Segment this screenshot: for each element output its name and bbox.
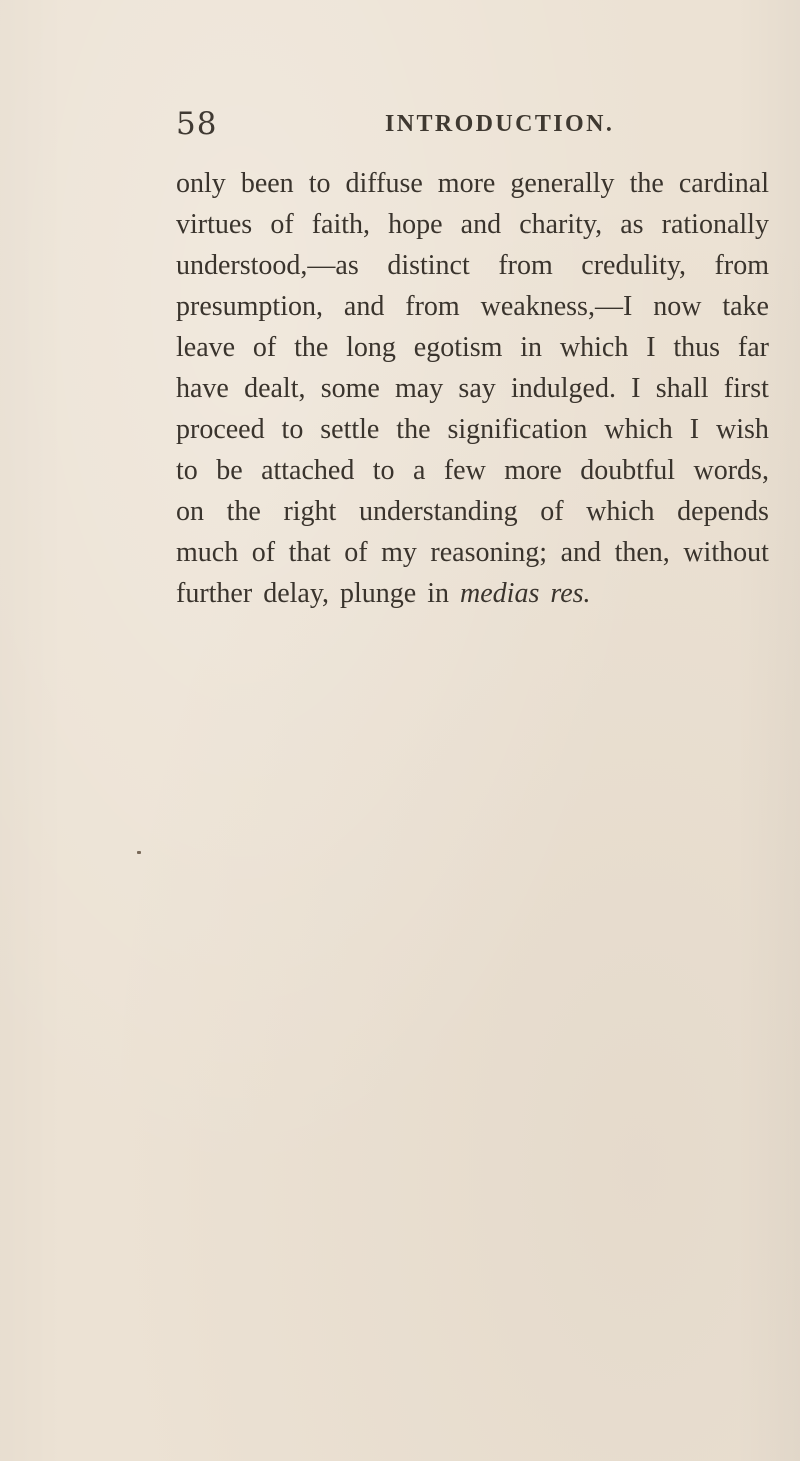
word: to	[281, 414, 304, 445]
word: attached	[261, 455, 355, 486]
page-number: 58	[176, 106, 218, 142]
word: delay,	[263, 578, 330, 609]
word: may	[395, 373, 444, 404]
word: I	[689, 414, 700, 445]
word: leave	[176, 332, 236, 363]
word: egotism	[413, 332, 503, 363]
word: more	[504, 455, 562, 486]
word: from	[498, 250, 553, 281]
word: proceed	[176, 414, 265, 445]
word: the	[396, 414, 431, 445]
word: more	[437, 168, 496, 199]
word: reasoning;	[430, 537, 548, 568]
text-line	[176, 245, 769, 286]
word: I	[631, 373, 641, 404]
word: as	[620, 209, 644, 240]
word: and	[343, 291, 385, 322]
word: the	[226, 496, 261, 527]
word: to	[176, 455, 198, 486]
text-line	[176, 286, 769, 327]
word: some	[320, 373, 380, 404]
word: rationally	[661, 209, 769, 240]
word: of	[252, 332, 277, 363]
word: dealt,	[244, 373, 306, 404]
word: wish	[716, 414, 769, 445]
word: take	[722, 291, 769, 322]
word: of	[270, 209, 294, 240]
word: on	[176, 496, 204, 527]
word: further	[176, 578, 253, 609]
word: first	[723, 373, 769, 404]
body-text	[176, 163, 769, 614]
word: now	[653, 291, 702, 322]
word: been	[240, 168, 294, 199]
word: credulity,	[581, 250, 686, 281]
word: say	[458, 373, 496, 404]
text-line	[176, 327, 769, 368]
word: only	[176, 168, 226, 199]
word: shall	[655, 373, 709, 404]
word: of	[540, 496, 564, 527]
word: understood,—as	[176, 250, 359, 281]
word: then,	[614, 537, 670, 568]
word: in	[520, 332, 543, 363]
word: depends	[677, 496, 769, 527]
ink-speck	[137, 851, 141, 854]
chapter-title: INTRODUCTION.	[385, 111, 615, 137]
text-line	[176, 204, 769, 245]
word: and	[460, 209, 502, 240]
word: cardinal	[678, 168, 769, 199]
word: which	[604, 414, 673, 445]
word: indulged.	[510, 373, 616, 404]
word: plunge	[340, 578, 417, 609]
word: far	[737, 332, 769, 363]
word: and	[560, 537, 602, 568]
word: which	[559, 332, 629, 363]
word: to	[372, 455, 395, 486]
word: weakness,—I	[480, 291, 633, 322]
word: settle	[320, 414, 380, 445]
word: charity,	[519, 209, 603, 240]
text-line	[176, 450, 769, 491]
word: I	[646, 332, 656, 363]
word: understanding	[358, 496, 518, 527]
word: to	[308, 168, 331, 199]
text-line	[176, 163, 769, 204]
word: the	[629, 168, 664, 199]
word: distinct	[387, 250, 470, 281]
word: few	[443, 455, 486, 486]
word: diffuse	[345, 168, 423, 199]
word: be	[216, 455, 243, 486]
italic-word: res.	[550, 578, 591, 609]
italic-word: medias	[460, 578, 540, 609]
word: from	[405, 291, 460, 322]
word: virtues	[176, 209, 253, 240]
text-line	[176, 573, 769, 614]
word: faith,	[311, 209, 371, 240]
word: doubtful	[580, 455, 676, 486]
text-line	[176, 532, 769, 573]
word: signification	[447, 414, 588, 445]
word: without	[683, 537, 769, 568]
word: words,	[693, 455, 769, 486]
word: long	[346, 332, 396, 363]
word: hope	[388, 209, 443, 240]
word: of	[344, 537, 368, 568]
word: from	[714, 250, 769, 281]
word: in	[427, 578, 450, 609]
word: have	[176, 373, 229, 404]
word: generally	[510, 168, 615, 199]
text-line	[176, 409, 769, 450]
word: the	[294, 332, 329, 363]
word: my	[381, 537, 417, 568]
word: which	[586, 496, 655, 527]
word: right	[283, 496, 337, 527]
text-line	[176, 368, 769, 409]
word: of	[251, 537, 276, 568]
word: much	[176, 537, 239, 568]
word: presumption,	[176, 291, 323, 322]
word: that	[288, 537, 331, 568]
text-line	[176, 491, 769, 532]
running-header	[176, 106, 772, 146]
word: a	[412, 455, 426, 486]
word: thus	[673, 332, 721, 363]
